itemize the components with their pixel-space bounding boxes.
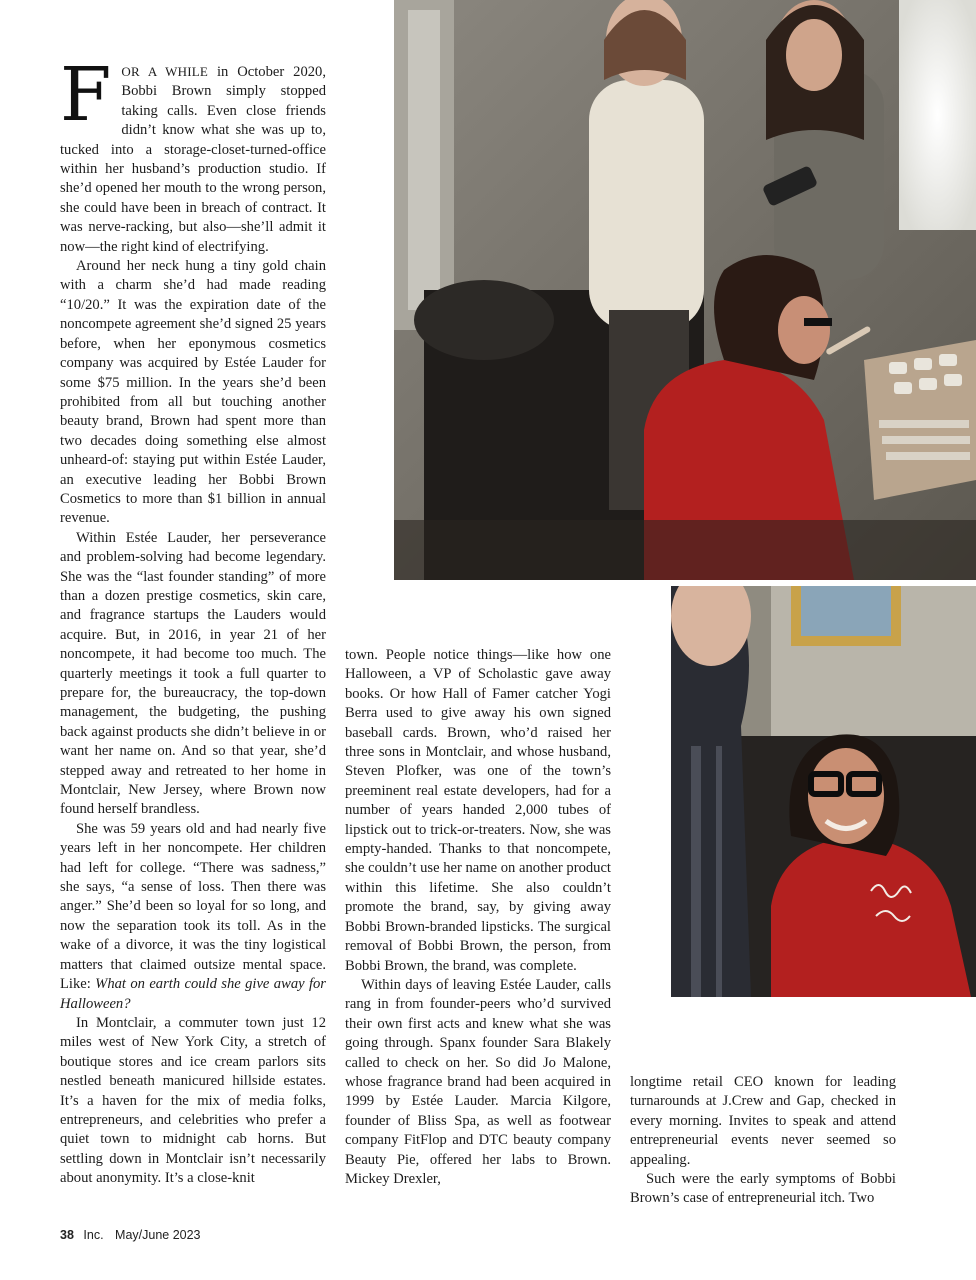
article-paragraph-3: Within Estée Lauder, her perseverance and problem-solving had become legendary. She was the “last founder standing” of more than a dozen prestige cosmetics, skin care, and fragrance startups the Lauders would acquire. But, in 2016, in year 21 of her noncompete, it had become too much. The quarterly meetings it took a full quarter to prepare for, the bureaucracy, the top-down management, the budgeting, the pushing back against products she didn’t believe in or want her name on. And so that year, she’d stepped away and retreated to her home in Montclair, New Jersey, where Brown now found herself brandless. (60, 529, 326, 818)
article-paragraph-4 (60, 820, 326, 1014)
page-footer (60, 1228, 201, 1242)
article-paragraph-2: Around her neck hung a tiny gold chain with a charm she’d had made reading “10/20.” It was the expiration date of the noncompete agreement she’d signed 25 years before, when her eponymous cosmetics company was acquired by Estée Lauder for some $75 million. In the years she’d been prohibited from all but touching another beauty brand, Brown had spent more than two decades doing something else almost unheard-of: staying put within Estée Lauder, an executive leading her Bobbi Brown Cosmetics to more than $1 billion in annual revenue. (60, 258, 326, 527)
paragraph-4-text: She was 59 years old and had nearly five years left in her noncompete. Her children had left for college. “There was sadness,” she says, “a sense of loss. Then there was anger.” She’d been so loyal for so long, and now the separation took its toll. As in the wake of a divorce, it was the tiny logistical matters that claimed outsize mental space. Like: (60, 820, 326, 993)
article-paragraph-1 (60, 52, 326, 257)
page-number: 38 (60, 1228, 74, 1242)
article-paragraph-8: longtime retail CEO known for leading turnarounds at J.Crew and Gap, checked in every morning. Invites to speak and attend entrepreneurial events never seemed so appealing. (630, 1074, 896, 1168)
photo-makeup-session (394, 0, 976, 580)
photo-makeup-session-image (394, 0, 976, 580)
article-paragraph-9: Such were the early symptoms of Bobbi Brown’s case of entrepreneurial itch. Two (630, 1171, 896, 1207)
lead-in: OR A WHILE (121, 64, 209, 79)
article-paragraph-6: town. People notice things—like how one Halloween, a VP of Scholastic gave away books. Or how Hall of Famer catcher Yogi Berra used to give away his own signed baseball cards. Brown, who’d raised her three sons in Montclair, and whose husband, Steven Plofker, was one of the town’s preeminent real estate developers, had for a number of years handed 2,000 tubes of lipstick out to trick-or-treaters. Now, she was empty-handed. Thanks to that noncompete, she couldn’t use her name on another product within this lifetime. She also couldn’t promote the brand, say, by giving away Bobbi Brown-branded lipsticks. The surgical removal of Bobbi Brown, the person, from Bobbi Brown, the brand, was complete. (345, 647, 611, 974)
paragraph-1-text: in October 2020, Bobbi Brown simply stopped taking calls. Even close friends didn’t know what she was up to, tucked into a storage-closet-turned-office within her husband’s production studio. If she’d opened her mouth to the wrong person, she could have been in breach of contract. It was nerve-racking, but also—she’ll admit it now—the right kind of electrifying. (60, 64, 326, 255)
issue-date: May/June 2023 (115, 1228, 201, 1242)
article-column-3 (630, 1073, 896, 1209)
article-paragraph-5: In Montclair, a commuter town just 12 miles west of New York City, a stretch of boutique stores and ice cream parlors sits nestled beneath manicured hillside estates. It’s a haven for the mix of media folks, entrepreneurs, and celebrities who prefer a quiet town to midnight cab horns. But settling down in Montclair isn’t necessarily about anonymity. It’s a close-knit (60, 1014, 326, 1187)
magazine-name: Inc. (83, 1228, 104, 1242)
drop-cap: F (60, 52, 112, 138)
article-column-2 (345, 646, 611, 1189)
article-column-1 (60, 52, 326, 1189)
photo-bobbi-brown-portrait-image (671, 586, 976, 997)
paragraph-4-italic: What on earth could she give away for Halloween? (60, 976, 326, 1012)
article-paragraph-7: Within days of leaving Estée Lauder, calls rang in from founder-peers who’d survived their own first acts and knew what she was going through. Spanx founder Sara Blakely called to check on her. So did Jo Malone, whose fragrance brand had been acquired in 1999 by Estée Lauder. Marcia Kilgore, founder of Bliss Spa, as well as footwear company FitFlop and DTC beauty company Beauty Pie, offered her labs to Brown. Mickey Drexler, (345, 976, 611, 1187)
photo-bobbi-brown-portrait (671, 586, 976, 997)
